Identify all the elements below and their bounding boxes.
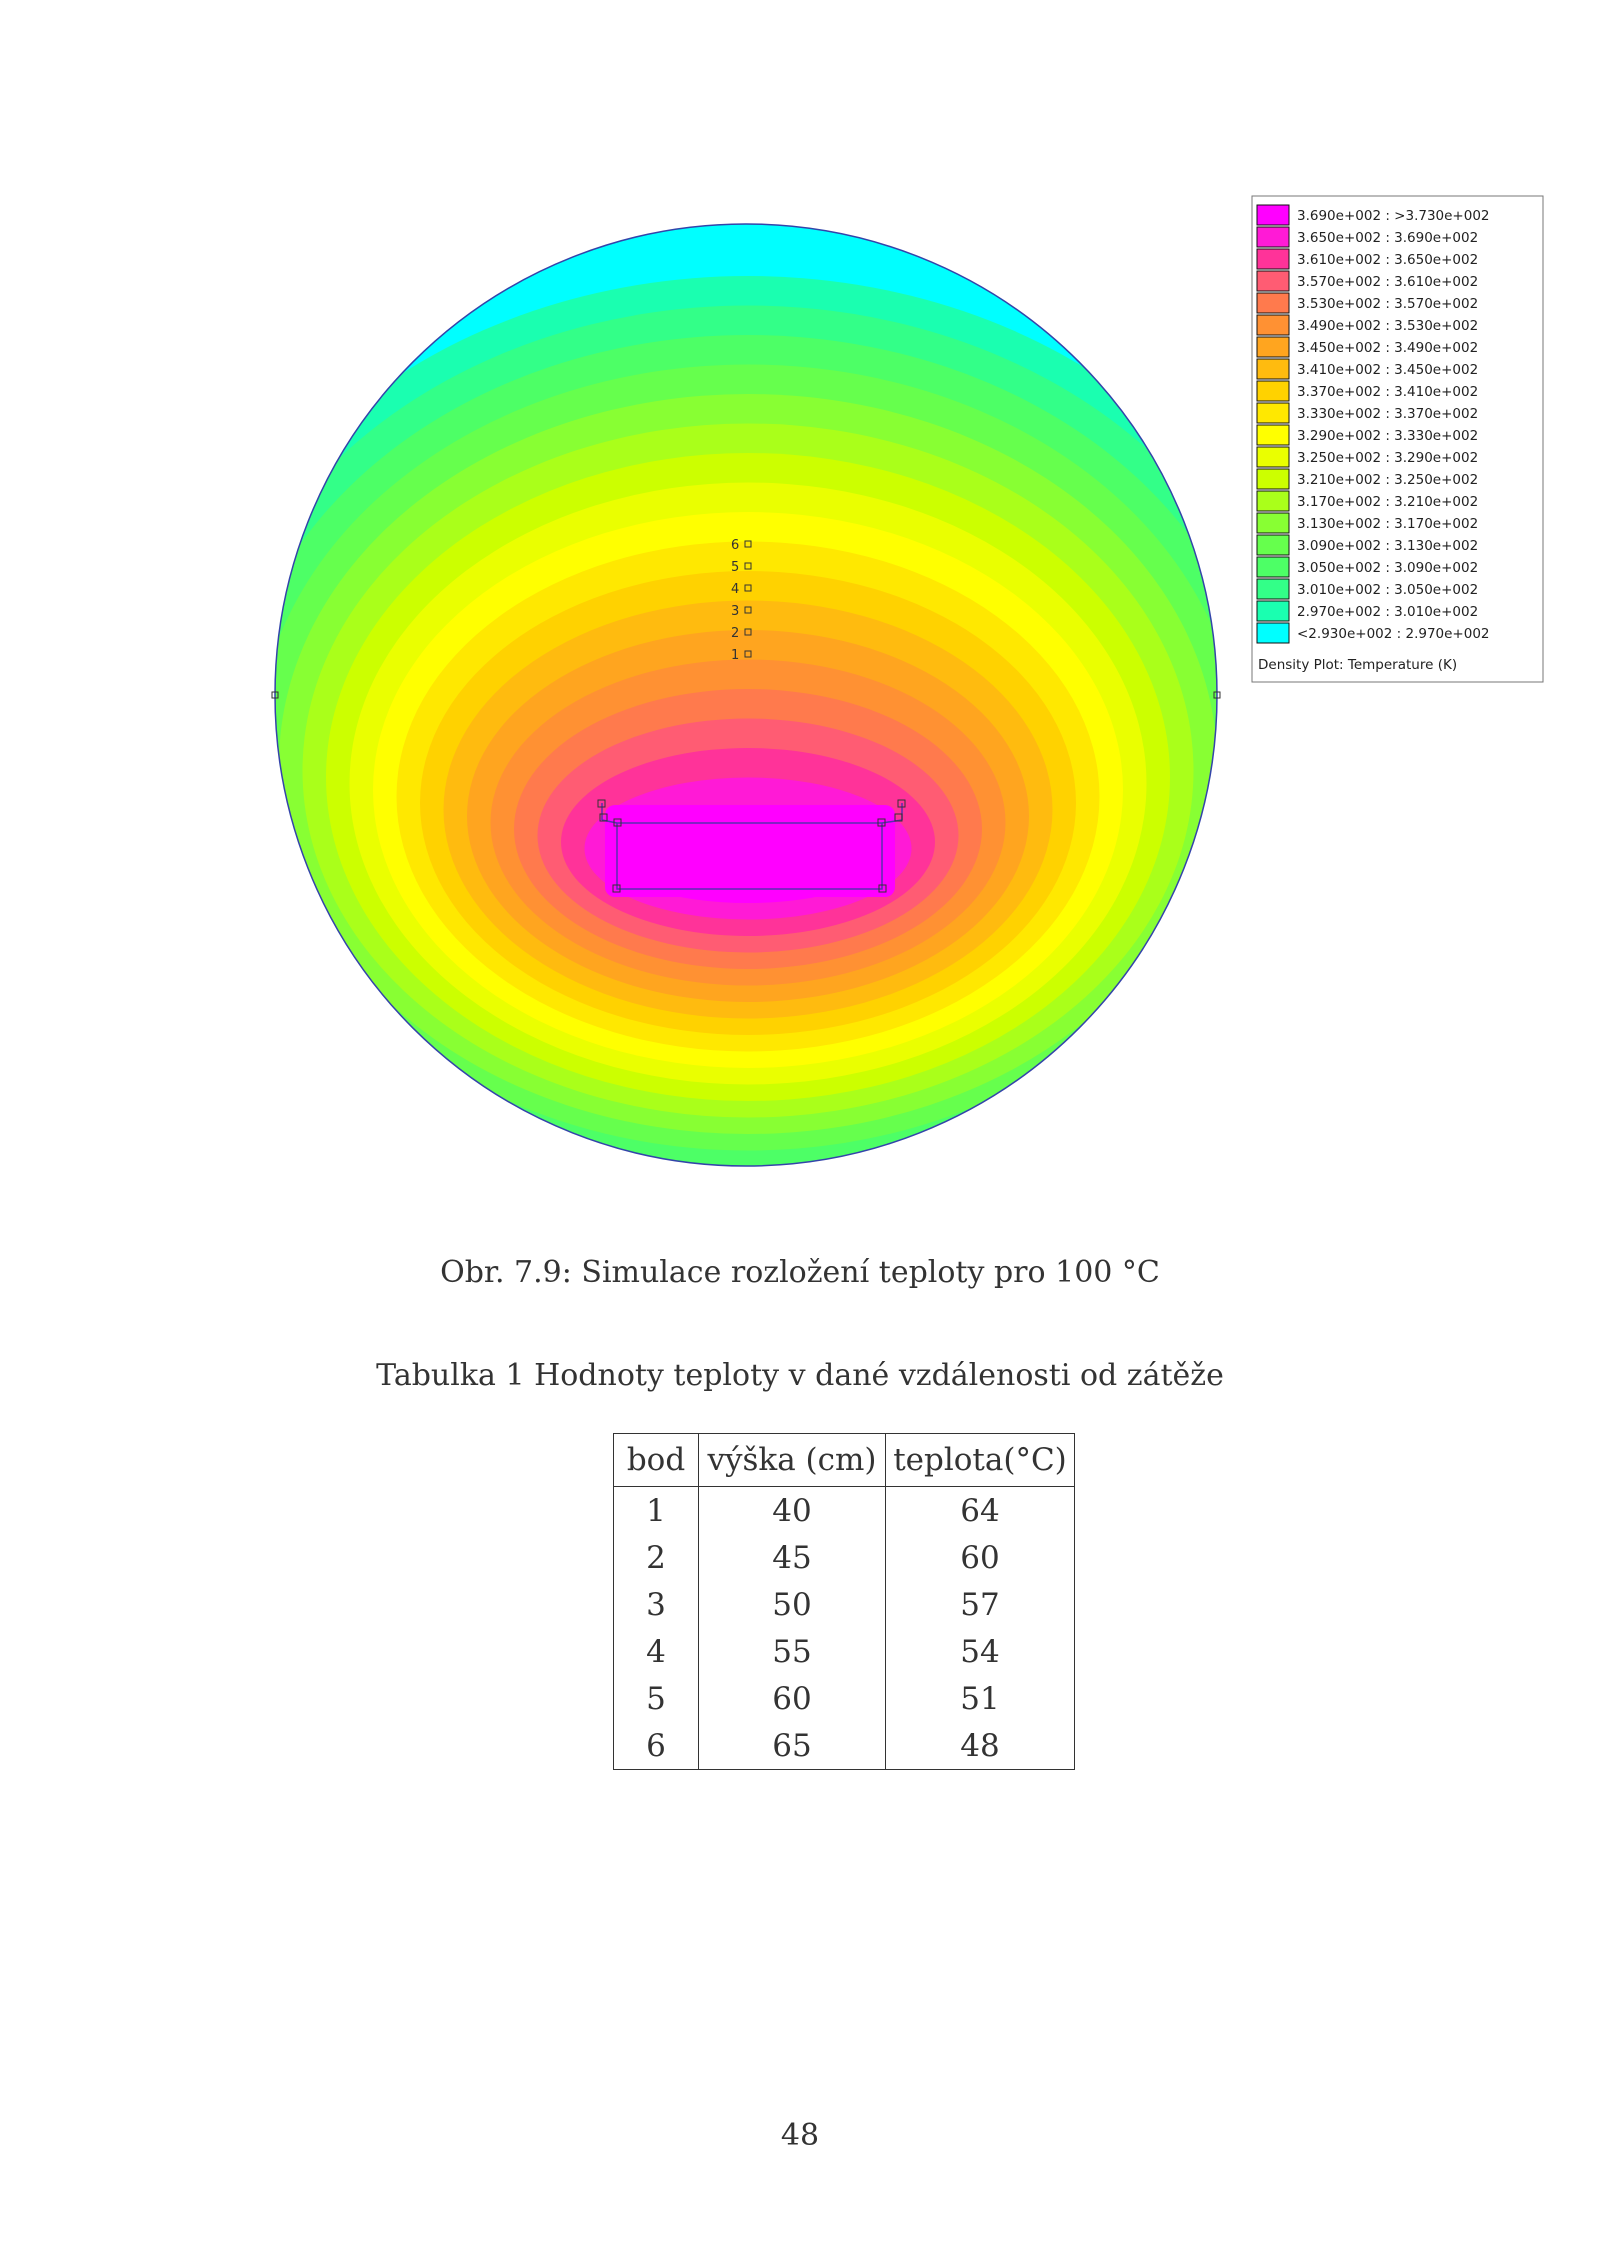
legend-label: 3.250e+002 : 3.290e+002 [1297,450,1479,466]
legend-label: 3.370e+002 : 3.410e+002 [1297,384,1479,400]
legend-swatch [1257,205,1289,225]
legend-label: 3.690e+002 : >3.730e+002 [1297,208,1490,224]
cell-teplota: 60 [886,1534,1075,1581]
legend-swatch [1257,535,1289,555]
table-row [614,1722,1075,1770]
legend-label: 3.570e+002 : 3.610e+002 [1297,274,1479,290]
cell-vyska: 60 [699,1675,886,1722]
legend-swatch [1257,337,1289,357]
legend-label: 3.130e+002 : 3.170e+002 [1297,516,1479,532]
legend-swatch [1257,293,1289,313]
legend-swatch [1257,557,1289,577]
header-bod: bod [614,1434,699,1487]
header-vyska: výška (cm) [699,1434,886,1487]
legend-label: 3.530e+002 : 3.570e+002 [1297,296,1479,312]
density-disc [185,224,1311,1200]
legend-label: 3.410e+002 : 3.450e+002 [1297,362,1479,378]
header-teplota: teplota(°C) [886,1434,1075,1487]
legend-label: 3.050e+002 : 3.090e+002 [1297,560,1479,576]
cell-teplota: 64 [886,1487,1075,1535]
cell-bod: 3 [646,1586,666,1623]
data-table [613,1433,1075,1770]
legend-label: 3.090e+002 : 3.130e+002 [1297,538,1479,554]
cell-teplota: 51 [886,1675,1075,1722]
legend-label: 2.970e+002 : 3.010e+002 [1297,604,1479,620]
hot-core-region [605,805,895,897]
legend-swatch [1257,447,1289,467]
legend-label: 3.330e+002 : 3.370e+002 [1297,406,1479,422]
legend-swatch [1257,601,1289,621]
legend-swatch [1257,579,1289,599]
legend-label: 3.490e+002 : 3.530e+002 [1297,318,1479,334]
cell-vyska: 45 [699,1534,886,1581]
legend-label: 3.210e+002 : 3.250e+002 [1297,472,1479,488]
table-caption: Tabulka 1 Hodnoty teploty v dané vzdálenosti od zátěže [376,1358,1224,1393]
cell-bod: 6 [646,1727,666,1764]
table-row [614,1534,1075,1581]
legend-label: <2.930e+002 : 2.970e+002 [1297,626,1490,642]
legend-label: 3.650e+002 : 3.690e+002 [1297,230,1479,246]
legend-swatch [1257,249,1289,269]
page-number: 48 [780,2118,820,2153]
cell-bod: 5 [646,1680,666,1717]
cell-teplota: 48 [886,1722,1075,1770]
cell-teplota: 54 [886,1628,1075,1675]
table-row [614,1487,1075,1535]
cell-bod: 4 [646,1633,666,1670]
cell-vyska: 55 [699,1628,886,1675]
legend-swatch [1257,623,1289,643]
table-row [614,1581,1075,1628]
legend [1252,196,1543,682]
point-label: 1 [731,648,740,663]
legend-swatch [1257,359,1289,379]
legend-label: 3.010e+002 : 3.050e+002 [1297,582,1479,598]
contour-bands [185,276,1311,1200]
legend-label: 3.450e+002 : 3.490e+002 [1297,340,1479,356]
legend-swatch [1257,315,1289,335]
table-header-row [614,1434,1075,1487]
legend-swatch [1257,491,1289,511]
legend-swatch [1257,513,1289,533]
legend-swatch [1257,381,1289,401]
point-label: 5 [731,560,740,575]
legend-swatch [1257,469,1289,489]
cell-vyska: 65 [699,1722,886,1770]
cell-bod: 1 [646,1492,666,1529]
legend-swatch [1257,403,1289,423]
table-row [614,1675,1075,1722]
legend-swatch [1257,271,1289,291]
legend-label: 3.290e+002 : 3.330e+002 [1297,428,1479,444]
cell-vyska: 40 [699,1487,886,1535]
cell-bod: 2 [646,1539,666,1576]
point-label: 3 [731,604,740,619]
legend-swatch [1257,425,1289,445]
figure-caption: Obr. 7.9: Simulace rozložení teploty pro 100 °C [440,1255,1160,1290]
legend-footer: Density Plot: Temperature (K) [1258,657,1458,673]
point-label: 6 [731,538,740,553]
point-label: 2 [731,626,740,641]
point-label: 4 [731,582,740,597]
table-row [614,1628,1075,1675]
legend-label: 3.170e+002 : 3.210e+002 [1297,494,1479,510]
cell-teplota: 57 [886,1581,1075,1628]
legend-label: 3.610e+002 : 3.650e+002 [1297,252,1479,268]
legend-swatch [1257,227,1289,247]
cell-vyska: 50 [699,1581,886,1628]
